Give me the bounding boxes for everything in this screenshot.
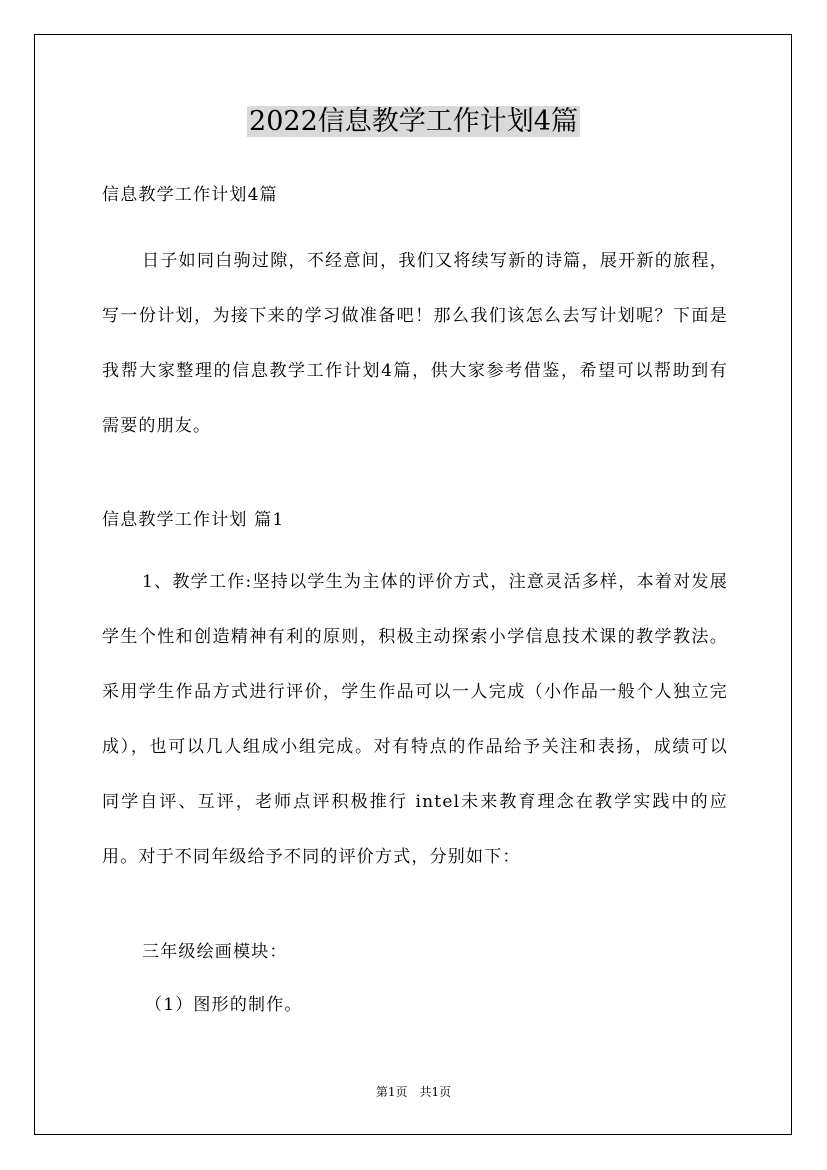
intro-paragraph: 日子如同白驹过隙，不经意间，我们又将续写新的诗篇，展开新的旅程，写一份计划，为接下来的学习做准备吧！那么我们该怎么去写计划呢？下面是我帮大家整理的信息教学工作计划4篇，供大家参考借鉴，希望可以帮助到有需要的朋友。	[102, 251, 728, 436]
grade-module-heading: 三年级绘画模块：	[142, 942, 288, 962]
section-body-paragraph: 1、教学工作:坚持以学生为主体的评价方式，注意灵活多样，本着对发展学生个性和创造精神有利的原则，积极主动探索小学信息技术课的教学教法。采用学生作品方式进行评价，学生作品可以一人完成（小作品一般个人独立完成），也可以几人组成小组完成。对有特点的作品给予关注和表扬，成绩可以同学自评、互评，老师点评积极推行 intel未来教育理念在教学实践中的应用。对于不同年级给予不同的评价方式，分别如下：	[102, 572, 728, 867]
document-title-text: 2022信息教学工作计划4篇	[249, 106, 578, 137]
section-heading: 信息教学工作计划 篇1	[102, 510, 285, 530]
page-number-footer: 第1页 共1页	[375, 1085, 452, 1099]
document-subtitle: 信息教学工作计划4篇	[102, 185, 278, 205]
list-item: （1）图形的制作。	[145, 995, 303, 1015]
document-title	[0, 102, 827, 142]
